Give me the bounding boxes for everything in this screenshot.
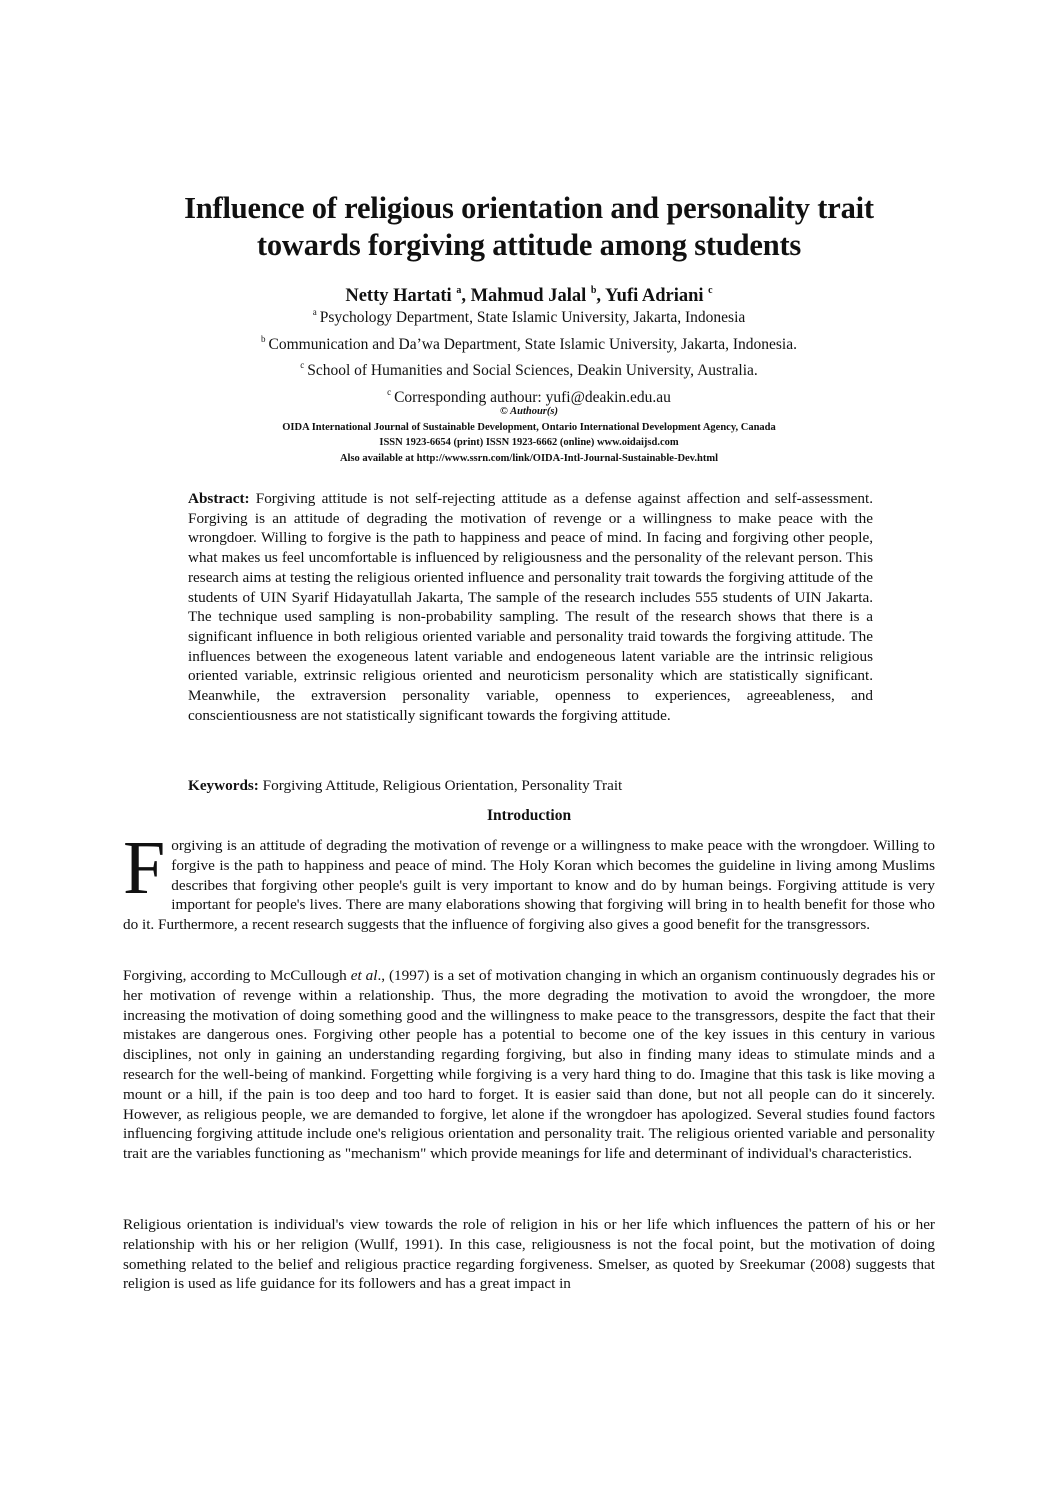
author-affiliation-mark: c (708, 285, 713, 296)
paragraph-text: Forgiving, according to McCullough (123, 967, 351, 984)
issn-line: ISSN 1923-6654 (print) ISSN 1923-6662 (online) www.oidaijsd.com (379, 437, 679, 448)
availability-line: Also available at http://www.ssrn.com/link/OIDA-Intl-Journal-Sustainable-Dev.html (339, 452, 719, 464)
keywords-label: Keywords: (188, 777, 259, 794)
keywords-text: Forgiving Attitude, Religious Orientation, Personality Trait (262, 777, 623, 794)
publication-info (100, 404, 958, 466)
affiliation-mark: b (261, 333, 266, 344)
affiliation-text: Communication and Da’wa Department, State Islamic University, Jakarta, Indonesia. (268, 335, 797, 353)
corresponding-author-text: Corresponding authour: yufi@deakin.edu.au (394, 388, 671, 406)
author-name: Netty Hartati (345, 286, 452, 306)
abstract-label: Abstract: (188, 490, 250, 507)
affiliation-text: Psychology Department, State Islamic University, Jakarta, Indonesia (319, 309, 746, 326)
keywords-block (188, 776, 873, 796)
paper-title-line-2: towards forgiving attitude among students (256, 228, 802, 262)
author-name: Yufi Adriani (605, 286, 704, 306)
paragraph-text: orgiving is an attitude of degrading the motivation of revenge or a willingness to make peace with the wrongdoer. Willing to forgive is the path to happiness and peace of mind. The Holy Koran which becomes the guideline in living among Muslims describes that forgiving other people's guilt is very important to know and do by human beings. Forgiving attitude is very important for people's lives. There are many elaborations showing that forgiving will bring in to health benefit for those who do it. Furthermore, a recent research suggests that the influence of forgiving also gives a good benefit for the transgressors. (123, 837, 935, 934)
journal-line: OIDA International Journal of Sustainable Development, Ontario International Development Agency, Canada (282, 421, 776, 433)
paper-title (100, 190, 958, 264)
paragraph-text: Religious orientation is individual's view towards the role of religion in his or her life which influences the pattern of his or her relationship with his or her religion (Wullf, 1991). In this case, religiousness is not the focal point, but the motivation of doing something related to the belief and religious practice regarding forgiveness. Smelser, as quoted by Sreekumar (2008) suggests that religion is used as life guidance for its followers and has a great impact in (123, 1216, 935, 1293)
drop-cap: F (123, 826, 166, 910)
intro-paragraph-3 (123, 1215, 935, 1294)
affiliation-list (100, 302, 958, 408)
copyright-line: © Authour(s) (500, 406, 558, 417)
author-affiliation-mark: b (590, 285, 597, 296)
affiliation-mark: a (312, 307, 317, 317)
section-heading-introduction: Introduction (486, 807, 572, 824)
author-name: Mahmud Jalal (470, 286, 587, 306)
author-affiliation-mark: a (456, 285, 462, 296)
paper-title-line-1: Influence of religious orientation and personality trait (184, 191, 874, 225)
author-separator: , (596, 286, 605, 306)
author-separator: , (461, 286, 471, 306)
affiliation-line (100, 302, 958, 329)
intro-paragraph-1 (123, 826, 935, 935)
affiliation-text: School of Humanities and Social Sciences, Deakin University, Australia. (307, 362, 758, 379)
intro-paragraph-2 (123, 966, 935, 1164)
affiliation-line (100, 355, 958, 382)
affiliation-line (100, 329, 958, 356)
affiliation-mark: c (387, 386, 392, 397)
affiliation-mark: c (300, 360, 305, 370)
abstract-text: Forgiving attitude is not self-rejecting attitude as a defense against affection and self-assessment. Forgiving is an attitude of degrading the motivation of revenge or a willingness to make peace with the wrongdoer. Willing to forgive is the path to happiness and peace of mind. In facing and forgiving other people, what makes us feel uncomfortable is influenced by religiousness and the personality of the relevant person. This research aims at testing the religious oriented influence and personality trait towards the forgiving attitude of the students of UIN Syarif Hidayatullah Jakarta, The sample of the research includes 555 students of UIN Jakarta. The technique used sampling is non-probability sampling. The result of the research shows that there is a significant influence in both religious oriented variable and personality traid towards the forgiving attitude. The influences between the exogeneous latent variable and endogeneous latent variable are the intrinsic religious oriented variable, extrinsic religious oriented and neuroticism personality which are statistically significant. Meanwhile, the extraversion personality variable, openness to experiences, agreeableness, and conscientiousness are not statistically significant towards the forgiving attitude. (188, 490, 873, 724)
paragraph-text: ., (1997) is a set of motivation changing in which an organism continuously degrades his or her motivation of revenge within a relationship. Thus, the more degrading the motivation to avoid the wrongdoer, the more increasing the motivation of doing something good and the willingness to make peace to the transgressors, despite the fact that their mistakes are dangerous ones. Forgiving other people has a potential to become one of the key issues in this century in various disciplines, not only in gaining an understanding regarding forgiving, but also in finding many ideas to stimulate minds and a research for the well-being of mankind. Forgetting while forgiving is a very hard thing to do. Imagine that this task is like moving a mount or a hill, if the pain is too deep and too hard to forget. It is easier said than done, but not all people can do it sincerely. However, as religious people, we are demanded to forgive, let alone if the wrongdoer has apologized. Several studies found factors influencing forgiving attitude include one's religious orientation and personality trait. The religious oriented variable and personality trait are the variables functioning as "mechanism" which provide meanings for life and determinant of individual's characteristics. (123, 967, 936, 1163)
citation-et-al: et al (350, 967, 378, 984)
abstract-block (188, 489, 873, 725)
